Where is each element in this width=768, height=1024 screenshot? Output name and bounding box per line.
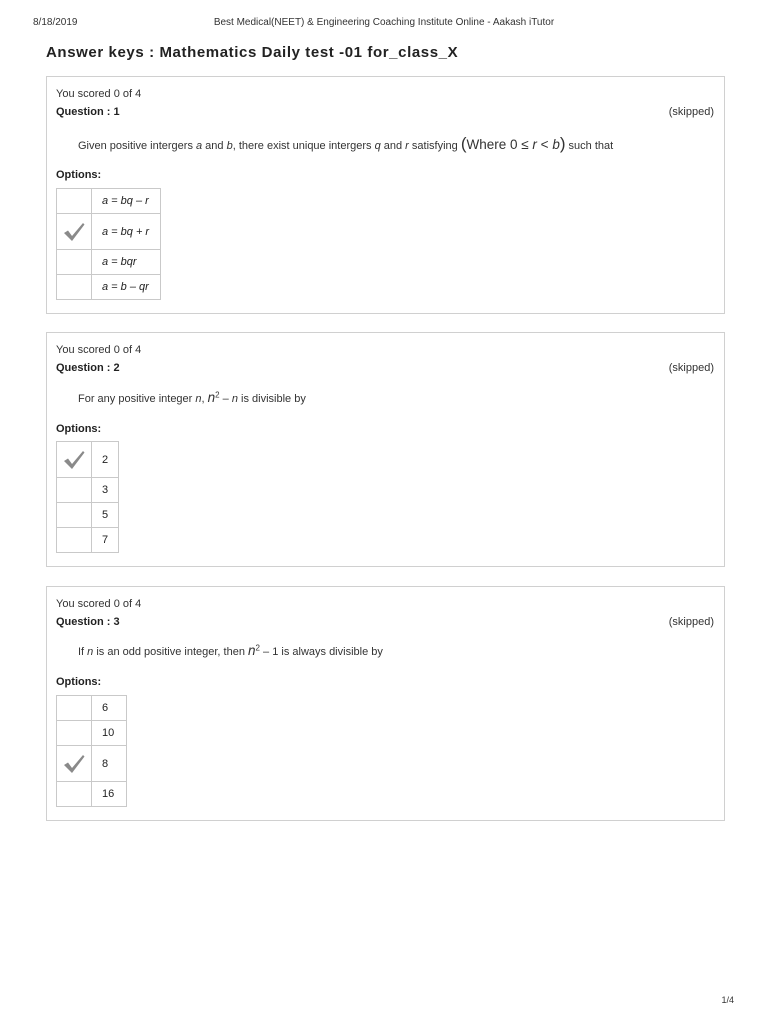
page-indicator: 1/4	[721, 995, 734, 1005]
options-label: Options:	[56, 423, 102, 435]
options-table	[56, 695, 127, 807]
correct-answer-check-icon	[57, 746, 92, 782]
print-date: 8/18/2019	[33, 17, 78, 28]
option-row	[57, 721, 127, 746]
site-title: Best Medical(NEET) & Engineering Coaching Institute Online - Aakash iTutor	[213, 17, 555, 28]
options-table	[56, 188, 161, 300]
option-text: 16	[92, 782, 127, 807]
option-row	[57, 746, 127, 782]
option-row	[57, 528, 119, 553]
question-status: (skipped)	[668, 362, 714, 374]
question-status: (skipped)	[668, 106, 714, 118]
question-number: Question : 2	[56, 362, 120, 374]
option-text: 8	[92, 746, 127, 782]
question-status: (skipped)	[668, 616, 714, 628]
option-mark-cell	[57, 721, 92, 746]
page-title: Answer keys : Mathematics Daily test -01 for_class_X	[46, 44, 459, 61]
question-number: Question : 1	[56, 106, 120, 118]
option-mark-cell	[57, 528, 92, 553]
options-table	[56, 441, 119, 553]
option-row	[57, 478, 119, 503]
option-row	[57, 250, 161, 275]
option-text: a = bqr	[92, 250, 161, 275]
option-text: 6	[92, 696, 127, 721]
option-row	[57, 782, 127, 807]
question-card-3	[46, 586, 725, 821]
option-mark-cell	[57, 189, 92, 214]
correct-answer-check-icon	[57, 442, 92, 478]
option-row	[57, 442, 119, 478]
option-row	[57, 696, 127, 721]
option-mark-cell	[57, 782, 92, 807]
correct-answer-check-icon	[57, 214, 92, 250]
option-mark-cell	[57, 275, 92, 300]
option-text: 2	[92, 442, 119, 478]
score-text: You scored 0 of 4	[56, 88, 142, 100]
option-text: 10	[92, 721, 127, 746]
option-mark-cell	[57, 478, 92, 503]
option-row	[57, 503, 119, 528]
option-row	[57, 189, 161, 214]
option-row	[57, 275, 161, 300]
question-card-2	[46, 332, 725, 567]
option-row	[57, 214, 161, 250]
question-text: If n is an odd positive integer, then $n^2 - 1$ is always divisible by	[78, 643, 383, 658]
question-card-1	[46, 76, 725, 314]
question-number: Question : 3	[56, 616, 120, 628]
options-label: Options:	[56, 676, 102, 688]
option-text: 3	[92, 478, 119, 503]
option-mark-cell	[57, 250, 92, 275]
option-text: 7	[92, 528, 119, 553]
option-mark-cell	[57, 503, 92, 528]
question-text: For any positive integer n, $n^2$ – n is divisible by	[78, 390, 306, 405]
option-mark-cell	[57, 696, 92, 721]
option-text: a = bq – r	[92, 189, 161, 214]
score-text: You scored 0 of 4	[56, 344, 142, 356]
option-text: a = b – qr	[92, 275, 161, 300]
options-label: Options:	[56, 169, 102, 181]
score-text: You scored 0 of 4	[56, 598, 142, 610]
option-text: a = bq + r	[92, 214, 161, 250]
question-text: Given positive intergers a and b, there exist unique intergers q and r satisfying (Where 0 ≤ r < b) such that	[78, 134, 614, 153]
option-text: 5	[92, 503, 119, 528]
